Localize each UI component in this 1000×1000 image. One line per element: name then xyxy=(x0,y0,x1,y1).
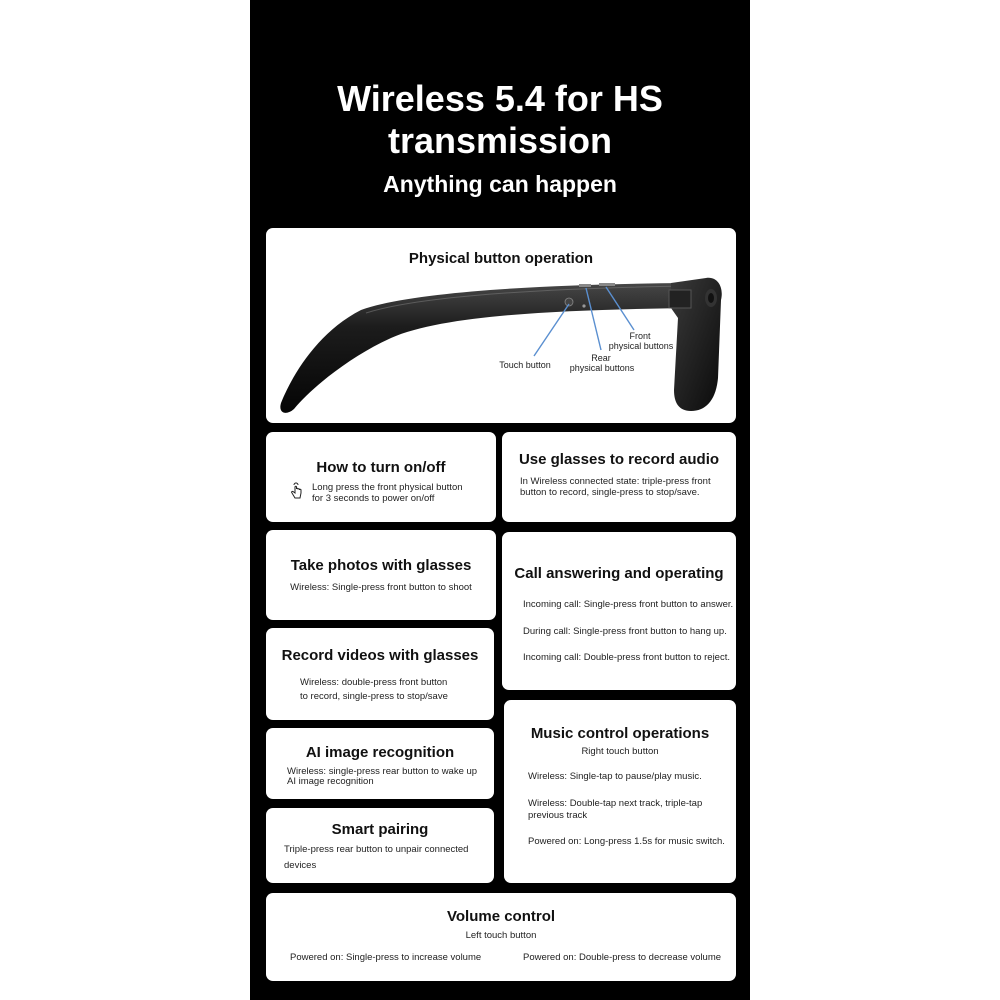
call-card-title: Call answering and operating xyxy=(514,565,724,582)
record-video-card-line-1: Wireless: double-press front button xyxy=(300,677,448,688)
power-card xyxy=(266,432,496,522)
take-photos-card xyxy=(266,530,496,620)
headline-line-2: transmission xyxy=(387,120,613,161)
volume-control-card-subtitle: Left touch button xyxy=(465,930,537,941)
front-buttons-label-line-1: Front xyxy=(629,331,651,341)
music-control-card-line-1: Wireless: Single-tap to pause/play music. xyxy=(528,771,702,782)
volume-control-card-decrease: Powered on: Double-press to decrease volume xyxy=(523,952,722,963)
ai-recognition-card-title: AI image recognition xyxy=(305,744,455,761)
call-card-line-2: During call: Single-press front button to hang up. xyxy=(523,626,727,637)
music-control-card-line-3: previous track xyxy=(528,810,588,821)
record-audio-card-title: Use glasses to record audio xyxy=(518,451,720,468)
promo-panel xyxy=(250,0,750,1000)
smart-pairing-card-line-1: Triple-press rear button to unpair connected xyxy=(284,844,469,855)
volume-control-card-title: Volume control xyxy=(446,908,556,925)
call-card xyxy=(502,532,736,690)
call-card-line-3: Incoming call: Double-press front button to reject. xyxy=(523,652,730,663)
record-audio-card-line-2: button to record, single-press to stop/save. xyxy=(520,487,700,498)
tagline: Anything can happen xyxy=(383,171,617,197)
take-photos-card-title: Take photos with glasses xyxy=(290,557,472,574)
rear-buttons-label-line-2: physical buttons xyxy=(569,363,635,373)
smart-pairing-card-title: Smart pairing xyxy=(331,821,429,838)
music-control-card-line-2: Wireless: Double-tap next track, triple-tap xyxy=(528,798,703,809)
smart-pairing-card xyxy=(266,808,494,883)
music-control-card-line-4: Powered on: Long-press 1.5s for music switch. xyxy=(528,836,725,847)
record-video-card-line-2: to record, single-press to stop/save xyxy=(300,691,448,702)
record-video-card xyxy=(266,628,494,720)
ai-recognition-card-line-2: AI image recognition xyxy=(287,776,374,787)
music-control-card xyxy=(504,700,736,883)
glasses-temple-illustration xyxy=(266,228,736,423)
headline-line-1: Wireless 5.4 for HS xyxy=(337,78,663,119)
power-card-line-2: for 3 seconds to power on/off xyxy=(312,493,435,504)
music-control-card-subtitle: Right touch button xyxy=(581,746,659,757)
diagram-title: Physical button operation xyxy=(408,250,594,267)
power-card-title: How to turn on/off xyxy=(316,459,446,476)
record-audio-card xyxy=(502,432,736,522)
touch-button-label: Touch button xyxy=(499,360,551,370)
record-audio-card-line-1: In Wireless connected state: triple-press front xyxy=(520,476,711,487)
tap-hand-icon xyxy=(288,482,304,500)
record-video-card-title: Record videos with glasses xyxy=(281,647,479,664)
front-buttons-label-line-2: physical buttons xyxy=(608,341,674,351)
smart-pairing-card-line-2: devices xyxy=(284,860,317,871)
music-control-card-title: Music control operations xyxy=(530,725,710,742)
power-card-line-1: Long press the front physical button xyxy=(312,482,463,493)
button-diagram-card xyxy=(266,228,736,423)
ai-recognition-card-line-1: Wireless: single-press rear button to wake up xyxy=(287,766,478,777)
volume-control-card-increase: Powered on: Single-press to increase volume xyxy=(290,952,482,963)
take-photos-card-line-1: Wireless: Single-press front button to shoot xyxy=(290,582,472,593)
call-card-line-1: Incoming call: Single-press front button to answer. xyxy=(523,599,734,610)
ai-recognition-card xyxy=(266,728,494,799)
volume-control-card xyxy=(266,893,736,981)
rear-buttons-label-line-1: Rear xyxy=(591,353,611,363)
